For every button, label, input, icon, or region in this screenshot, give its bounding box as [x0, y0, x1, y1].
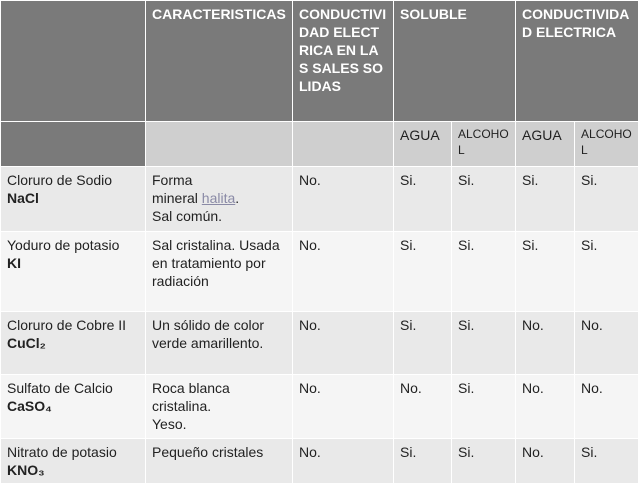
cond-solid-cell: No. [293, 312, 394, 375]
header-conductividad-solidas: CONDUCTIVIDAD ELECTRICA EN LAS SALES SOLIDAS [293, 1, 394, 122]
subheader-cond-alcohol: ALCOHOL [575, 122, 638, 167]
sol-alcohol-cell: Si. [452, 439, 516, 484]
characteristics-text: Roca blanca cristalina. [152, 380, 230, 414]
subheader-row [1, 122, 638, 167]
salt-name-cell [1, 375, 146, 439]
cond-alcohol-cell: Si. [575, 439, 638, 484]
subheader-cond-agua: AGUA [516, 122, 575, 167]
sol-agua-cell: Si. [394, 232, 452, 312]
sol-agua-cell: Si. [394, 439, 452, 484]
salt-name-cell [1, 312, 146, 375]
characteristics-text: mineral [152, 190, 202, 206]
sol-agua-cell: Si. [394, 167, 452, 232]
sol-agua-cell: No. [394, 375, 452, 439]
characteristics-text: Sal común. [152, 208, 222, 224]
table-row [1, 439, 638, 484]
salt-name: Nitrato de potasio [7, 444, 117, 460]
salt-name: Yoduro de potasio [7, 237, 119, 253]
sol-alcohol-cell: Si. [452, 167, 516, 232]
header-soluble: SOLUBLE [394, 1, 516, 122]
sol-agua-cell: Si. [394, 312, 452, 375]
salt-name-cell [1, 232, 146, 312]
cond-alcohol-cell: Si. [575, 167, 638, 232]
table-row [1, 312, 638, 375]
characteristics-text: Forma [152, 172, 192, 188]
halita-link[interactable]: halita [202, 190, 235, 206]
characteristics-cell: Sal cristalina. Usada en tratamiento por radiación [146, 232, 293, 312]
characteristics-cell: Un sólido de color verde amarillento. [146, 312, 293, 375]
sol-alcohol-cell: Si. [452, 312, 516, 375]
characteristics-cell: Pequeño cristales [146, 439, 293, 484]
cond-alcohol-cell: No. [575, 312, 638, 375]
cond-agua-cell: No. [516, 312, 575, 375]
characteristics-text: . [235, 190, 239, 206]
characteristics-cell [146, 375, 293, 439]
cond-alcohol-cell: No. [575, 375, 638, 439]
characteristics-text: Yeso. [152, 416, 187, 432]
subheader-blank-cell [146, 122, 293, 167]
subheader-soluble-agua: AGUA [394, 122, 452, 167]
salt-name: Cloruro de Sodio [7, 172, 112, 188]
header-conductividad: CONDUCTIVIDAD ELECTRICA [516, 1, 638, 122]
salt-formula: KNO₃ [7, 461, 139, 479]
salt-formula: NaCl [7, 189, 139, 207]
salt-name: Sulfato de Calcio [7, 380, 113, 396]
header-blank-cell [1, 1, 146, 122]
salt-formula: CuCl₂ [7, 334, 139, 352]
salt-formula: KI [7, 254, 139, 272]
cond-solid-cell: No. [293, 167, 394, 232]
cond-solid-cell: No. [293, 439, 394, 484]
cond-solid-cell: No. [293, 232, 394, 312]
salt-name-cell [1, 439, 146, 484]
sol-alcohol-cell: Si. [452, 232, 516, 312]
cond-agua-cell: No. [516, 439, 575, 484]
table-row [1, 232, 638, 312]
table-row [1, 375, 638, 439]
cond-agua-cell: No. [516, 375, 575, 439]
cond-solid-cell: No. [293, 375, 394, 439]
cond-agua-cell: Si. [516, 232, 575, 312]
subheader-blank-cell [1, 122, 146, 167]
cond-agua-cell: Si. [516, 167, 575, 232]
subheader-blank-cell [293, 122, 394, 167]
header-caracteristicas: CARACTERISTICAS [146, 1, 293, 122]
salt-formula: CaSO₄ [7, 397, 139, 415]
subheader-soluble-alcohol: ALCOHOL [452, 122, 516, 167]
characteristics-cell [146, 167, 293, 232]
salt-name-cell [1, 167, 146, 232]
table-row [1, 167, 638, 232]
cond-alcohol-cell: Si. [575, 232, 638, 312]
sol-alcohol-cell: Si. [452, 375, 516, 439]
salt-name: Cloruro de Cobre II [7, 317, 126, 333]
header-row [1, 1, 638, 122]
